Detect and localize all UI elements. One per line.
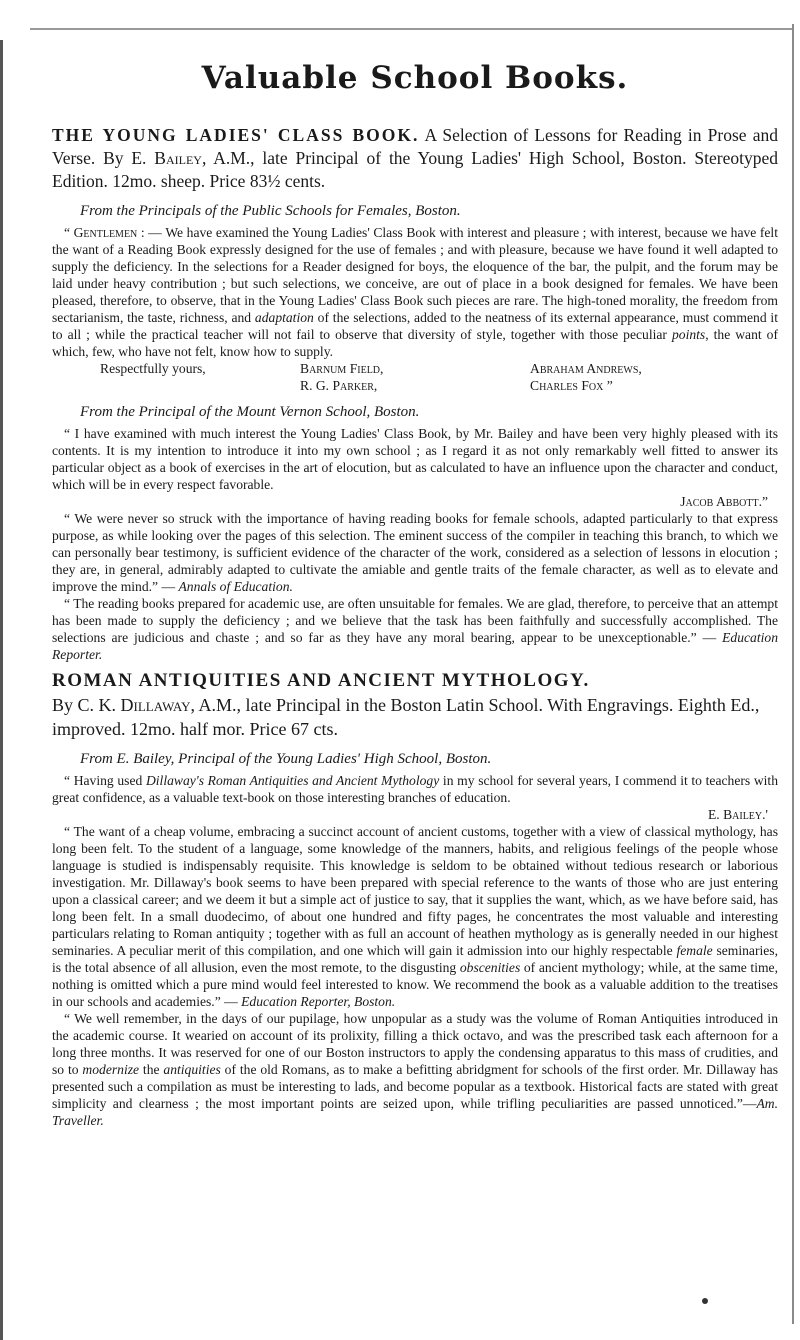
book-desc: A Selection of Lessons for Reading in Prose and Verse. By E. <box>52 125 778 168</box>
page-mark <box>702 1298 708 1304</box>
testimonial-text: “ The want of a cheap volume, embracing a succinct account of ancient customs, together with a view of classical mythology, has long been felt. To the student of a language, some knowledge of the manners, habits, and religious feelings of the people whose language is studied is indispensably requisite. This knowledge is seldom to be obtained without tedious research or laborious investigation. Mr. Dillaway's book seems to have been prepared with special reference to the wants of those who are just entering upon a classical career; and we deem it but a simple act of justice to say, that it supplies the want, which, as we have before said, has long been felt. In a small duodecimo, of about one hundred and fifty pages, he concentrates the most valuable and interesting particulars relating to Roman antiquity ; together with as full an account of heathen mythology as is generally needed in our highest seminaries. A peculiar merit of this compilation, and one which will gain it admission into our highly respectable female seminaries, is the total absence of all allusion, even the most remote, to the disgusting obscenities of ancient mythology; while, at the same time, nothing is omitted which a pure mind would feel interested to know. We recommend the book as a valuable addition to the treatises in our schools and academies.” — Education Reporter, Boston. <box>52 824 778 1009</box>
testimonial-signature: E. Bailey.' <box>707 807 768 822</box>
book-desc-cont: , A.M., late Principal of the Young Ladies' High School, Boston. Stereotyped Edition. 12mo. sheep. Price 83½ cents. <box>52 148 778 191</box>
book-entry-class-book <box>52 124 778 663</box>
testimonial-text: “ Having used Dillaway's Roman Antiquities and Ancient Mythology in my school for several years, I commend it to teachers with great confidence, as a valuable text-book on those interesting branches of education. <box>52 773 778 805</box>
left-rule <box>0 40 3 1340</box>
testimonial-text: “ The reading books prepared for academic use, are often unsuitable for females. We are glad, therefore, to perceive that an attempt has been made to supply the deficiency ; and we believe that the task has been faithfully and successfully accomplished. The selections are judicious and chaste ; and so far as they have any moral bearing, appear to be unexceptionable.” — Education Reporter. <box>52 596 778 662</box>
testimonial-text: “ We were never so struck with the importance of having reading books for female schools, adapted particularly to that express purpose, as while looking over the pages of this selection. The eminent success of the compiler in teaching this branch, to which we can personally bear testimony, is sufficient evidence of the character of the work, considered as a selection of lessons in elocution ; they are, in general, admirably adapted to cultivate the amiable and gentle traits of the female character, as well as to elevate and improve the mind.” — Annals of Education. <box>52 511 778 594</box>
book-title: THE YOUNG LADIES' CLASS BOOK. <box>52 125 420 145</box>
book-author: Dillaway <box>120 695 191 715</box>
testimonial-text: “ We well remember, in the days of our pupilage, how unpopular as a study was the volume of Roman Antiquities introduced in the academic course. It wearied on account of its prolixity, filling a thick octavo, and was the prescribed task each afternoon for a long three months. It was reserved for one of our Boston instructors to apply the condensing apparatus to this mass of crudities, and so to modernize the antiquities of the old Romans, as to make a befitting abridgment for schools of the first order. Mr. Dillaway has presented such a compilation as must be interesting to lads, and become popular as a textbook. Historical facts are stated with great simplicity and clearness ; the most important points are seized upon, while trifling peculiarities are passed unnoticed.”—Am. Traveller. <box>52 1011 778 1128</box>
book-entry-roman-antiquities <box>52 669 778 1129</box>
book-heading <box>52 124 778 193</box>
right-rule <box>792 24 794 1324</box>
top-rule <box>30 28 792 30</box>
testimonial-source: From the Principal of the Mount Vernon School, Boston. <box>80 404 420 420</box>
signatures: Respectfully yours, Barnum Field, Abraham Andrews, R. G. Parker, Charles Fox ” <box>100 361 642 393</box>
testimonial-text: “ I have examined with much interest the Young Ladies' Class Book, by Mr. Bailey and have been very highly pleased with its contents. It is my intention to introduce it into my own school ; as I regard it as not only remarkably well fitted to answer its particular object as a book of exercises in the art of elocution, but as calculated to have an influence upon the character and conduct, which will be in every respect favorable. <box>52 426 778 492</box>
testimonial-signature: Jacob Abbott.” <box>680 494 768 509</box>
book-author: Bailey <box>154 148 202 168</box>
testimonial-source: From the Principals of the Public Schools for Females, Boston. <box>80 203 461 219</box>
testimonial-text: “ Gentlemen : — We have examined the Young Ladies' Class Book with interest and pleasure ; with interest, because we have felt the want of a Reading Book expressly designed for the use of females ; and with pleasure, because we have found it well adapted to supply the deficiency. In the selections for a Reader designed for boys, the eloquence of the bar, the pulpit, and the forum may be laid under heavy contribution ; but such selections, we conceive, are out of place in a book designed for females. We have been pleased, therefore, to observe, that in the Young Ladies' Class Book such pieces are rare. The high-toned morality, the freedom from sectarianism, the taste, richness, and adaptation of the selections, added to the neatness of its external appearance, must commend it to all ; while the practical teacher will not fail to observe that diversity of style, together with those peculiar points, the want of which, few, who have not felt, know how to supply. <box>52 225 779 359</box>
testimonial-source: From E. Bailey, Principal of the Young Ladies' High School, Boston. <box>80 751 492 767</box>
page-banner: Valuable School Books. <box>201 60 629 96</box>
book-heading: ROMAN ANTIQUITIES AND ANCIENT MYTHOLOGY. By C. K. Dillaway, A.M., late Principal in the Boston Latin School. With Engravings. Eighth Ed., improved. 12mo. half mor. Price 67 cts. <box>52 669 778 741</box>
book-title: ROMAN ANTIQUITIES AND ANCIENT MYTHOLOGY. <box>52 670 590 691</box>
